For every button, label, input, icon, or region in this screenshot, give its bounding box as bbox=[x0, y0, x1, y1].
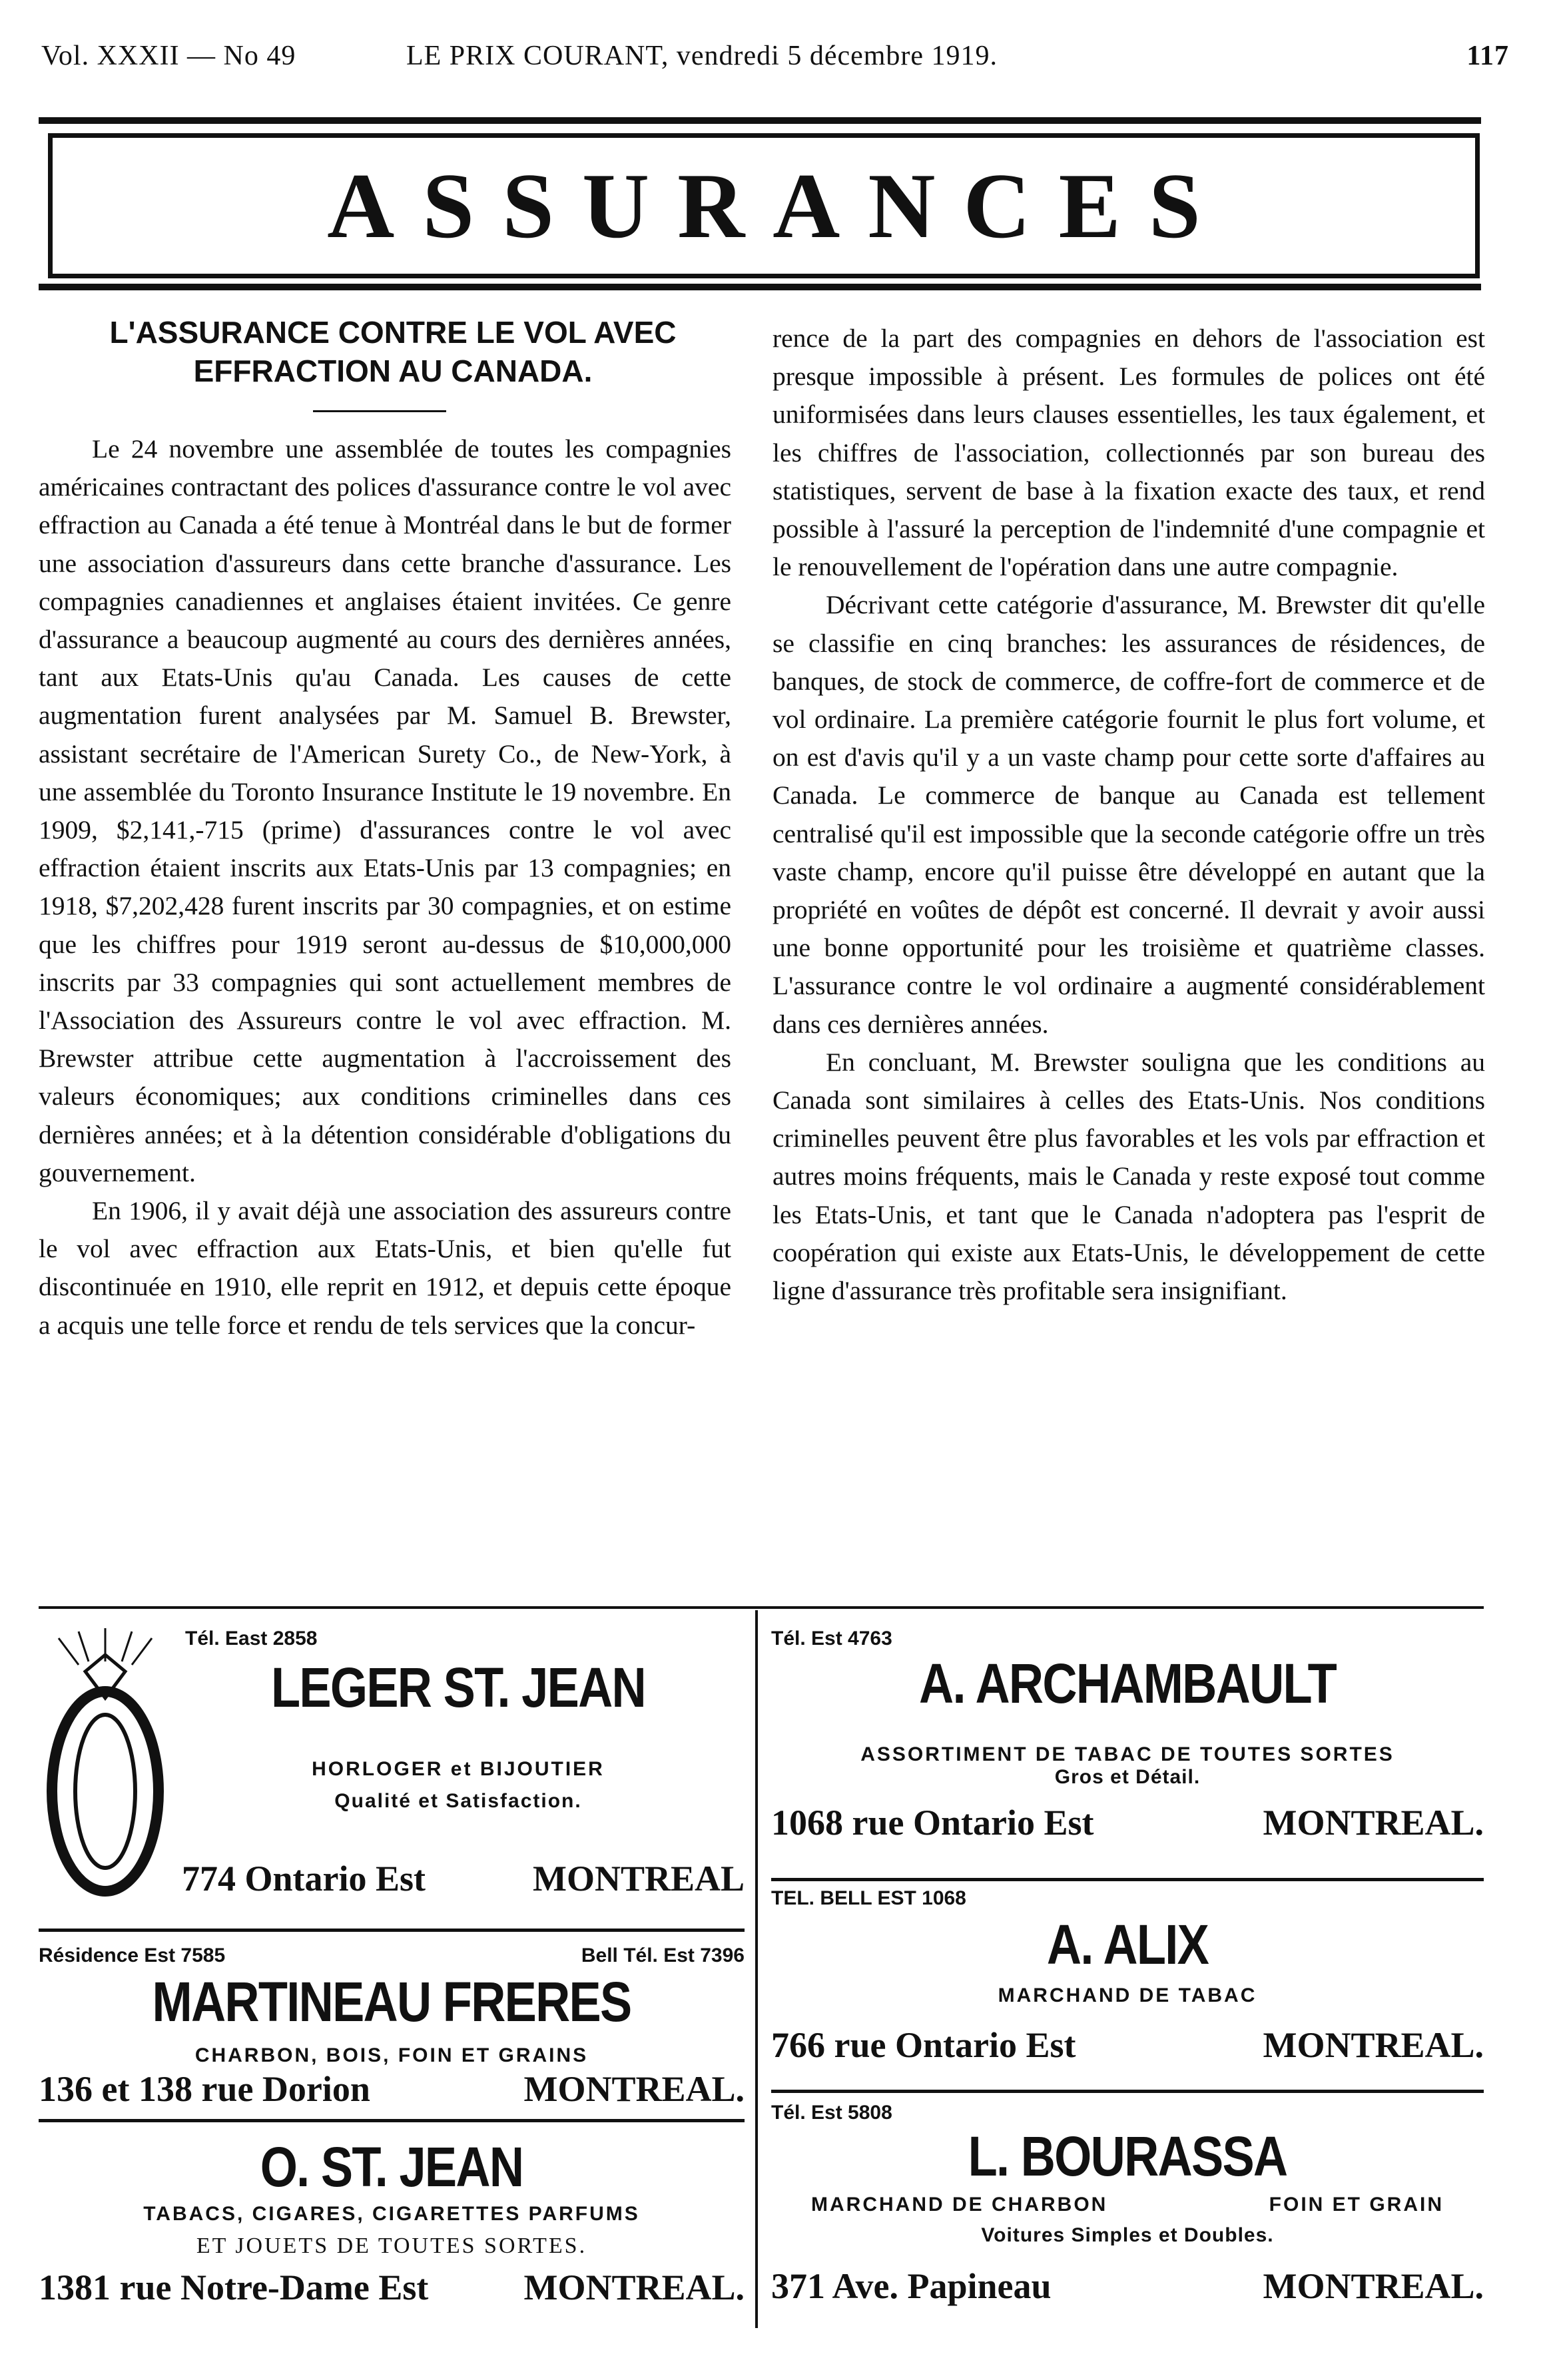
ads-divider bbox=[39, 1606, 1484, 1609]
city: MONTREAL. bbox=[1263, 1803, 1484, 1843]
ad-name: A. ARCHAMBAULT bbox=[919, 1652, 1336, 1715]
article-column-left bbox=[39, 430, 731, 1344]
ad-divider bbox=[39, 2119, 745, 2122]
ad-line: TABACS, CIGARES, CIGARETTES PARFUMS bbox=[143, 2203, 640, 2225]
ad-name: O. ST. JEAN bbox=[260, 2136, 523, 2198]
ad-divider bbox=[39, 1929, 745, 1932]
volume-number: Vol. XXXII — No 49 bbox=[41, 41, 296, 71]
ads-column-divider bbox=[755, 1610, 758, 2328]
section-banner bbox=[48, 133, 1480, 278]
page-number: 117 bbox=[1466, 41, 1509, 71]
ad-o-st-jean bbox=[39, 2128, 745, 2328]
phone-number: Tél. East 2858 bbox=[185, 1628, 318, 1649]
ad-line: FOIN ET GRAIN bbox=[1269, 2194, 1444, 2216]
article-title-line-2: EFFRACTION AU CANADA. bbox=[193, 354, 593, 388]
paragraph: rence de la part des compagnies en dehors de l'association est presque impossible à présent. Les formules de polices ont été uniformisées dans leurs clauses essentielles, les taux également, et les chiffres de l'association, collectionnés par son bureau des statistiques, servent de base à la fixation exacte des taux, et rend possible à l'assuré la perception de l'indemnité d'une compagnie et le renouvellement de l'opération dans une autre compagnie. bbox=[773, 324, 1485, 582]
ad-line: Gros et Détail. bbox=[1054, 1766, 1201, 1788]
city: MONTREAL. bbox=[523, 2069, 745, 2109]
section-title: ASSURANCES bbox=[327, 154, 1229, 258]
city: MONTREAL. bbox=[523, 2267, 745, 2307]
ad-name: MARTINEAU FRERES bbox=[152, 1970, 631, 2033]
publication-dateline: LE PRIX COURANT, vendredi 5 décembre 1919. bbox=[406, 41, 998, 71]
phone-number: Tél. Est 4763 bbox=[771, 1628, 892, 1649]
paragraph: Le 24 novembre une assemblée de toutes les compagnies américaines contractant des polices d'assurance contre le vol avec effraction au Canada a été tenue à Montréal dans le but de former une association d'assureurs dans cette branche d'assurance. Les compagnies canadiennes et anglaises étaient invitées. Ce genre d'assurance a beaucoup augmenté au cours des dernières années, tant aux Etats-Unis qu'au Canada. Les causes de cette augmentation furent analysées par M. Samuel B. Brewster, assistant secrétaire de l'American Surety Co., de New-York, à une assemblée du Toronto Insurance Institute le 19 novembre. En 1909, $2,141,-715 (prime) d'assurances contre le vol avec effraction étaient inscrits aux Etats-Unis par 13 compagnies; en 1918, $7,202,428 furent inscrits par 30 compagnies, et on estime que les chiffres pour 1919 seront au-dessus de $10,000,000 inscrits par 33 compagnies qui sont actuellement membres de l'Association des Assureurs contre le vol avec effraction. M. Brewster attribue cette augmentation à l'accroissement des valeurs économiques; aux conditions criminelles dans ces dernières années; et à la détention considérable d'obligations du gouvernement. bbox=[39, 434, 731, 1187]
ad-line: MARCHAND DE CHARBON bbox=[811, 2194, 1108, 2216]
ad-name: A. ALIX bbox=[1046, 1913, 1209, 1976]
ad-archambault bbox=[771, 1625, 1484, 1865]
address: 1381 rue Notre-Dame Est bbox=[39, 2267, 429, 2307]
ad-martineau-freres bbox=[39, 1938, 745, 2118]
ad-line: MARCHAND DE TABAC bbox=[998, 1984, 1257, 2006]
paragraph: En 1906, il y avait déjà une association des assureurs contre le vol avec effraction aux Etats-Unis, et bien qu'elle fut discontinuée en 1910, elle reprit en 1912, et depuis cette époque a acquis une telle force et rendu de tels services que la concur- bbox=[39, 1196, 731, 1340]
ring-icon bbox=[39, 1625, 172, 1918]
address: 136 et 138 rue Dorion bbox=[39, 2069, 370, 2109]
city: MONTREAL bbox=[532, 1859, 745, 1899]
phone-residence: Résidence Est 7585 bbox=[39, 1944, 226, 1966]
article-title-line-1: L'ASSURANCE CONTRE LE VOL AVEC bbox=[109, 315, 677, 350]
address: 371 Ave. Papineau bbox=[771, 2266, 1052, 2306]
ad-alix bbox=[771, 1885, 1484, 2084]
paragraph: En concluant, M. Brewster souligna que les conditions au Canada sont similaires à celles des Etats-Unis. Nos conditions criminelles peuvent être plus favorables et les vols par effraction et autres moins fréquents, mais le Canada y reste exposé tout comme les Etats-Unis, et tant que le Canada n'adoptera pas l'esprit de coopération qui existe aux Etats-Unis, le développement de cette ligne d'assurance très profitable sera insignifiant. bbox=[773, 1047, 1485, 1306]
ad-bourassa bbox=[771, 2098, 1484, 2328]
paragraph: Décrivant cette catégorie d'assurance, M. Brewster dit qu'elle se classifie en cinq branches: les assurances de résidences, de banques, de stock de commerce, de coffre-fort de commerce et de vol ordinaire. La première catégorie fournit le plus fort volume, et on est d'avis qu'il y a un vaste champ pour cette sorte d'affaires au Canada. Le commerce de banque au Canada est tellement centralisé qu'il est impossible que la seconde catégorie offre un très vaste champ, encore qu'il puisse être développé en autant que la propriété en voûtes de dépôt est concerné. Il devrait y avoir aussi une bonne opportunité pour les troisième et quatrième classes. L'assurance contre le vol ordinaire a augmenté considérablement dans ces dernières années. bbox=[773, 590, 1485, 1039]
address: 774 Ontario Est bbox=[182, 1859, 426, 1899]
ad-line: HORLOGER et BIJOUTIER bbox=[312, 1758, 605, 1780]
address: 1068 rue Ontario Est bbox=[771, 1803, 1094, 1843]
ad-leger-st-jean bbox=[39, 1625, 745, 1918]
title-divider bbox=[313, 410, 446, 412]
city: MONTREAL. bbox=[1263, 2025, 1484, 2065]
city: MONTREAL. bbox=[1263, 2266, 1484, 2306]
ad-divider bbox=[771, 1878, 1484, 1881]
ad-divider bbox=[771, 2090, 1484, 2093]
address: 766 rue Ontario Est bbox=[771, 2025, 1076, 2065]
ad-line: CHARBON, BOIS, FOIN ET GRAINS bbox=[194, 2044, 589, 2066]
phone-bell: Bell Tél. Est 7396 bbox=[581, 1944, 745, 1966]
article-column-right bbox=[773, 320, 1485, 1310]
ad-line: Qualité et Satisfaction. bbox=[334, 1790, 582, 1812]
ad-line: Voitures Simples et Doubles. bbox=[981, 2224, 1274, 2246]
phone-number: TEL. BELL EST 1068 bbox=[771, 1887, 966, 1909]
phone-number: Tél. Est 5808 bbox=[771, 2102, 892, 2124]
ad-line: ASSORTIMENT DE TABAC DE TOUTES SORTES bbox=[860, 1743, 1395, 1765]
ad-name: LEGER ST. JEAN bbox=[270, 1656, 645, 1719]
ad-name: L. BOURASSA bbox=[968, 2125, 1287, 2188]
article-title bbox=[93, 313, 693, 390]
ad-line: ET JOUETS DE TOUTES SORTES. bbox=[196, 2233, 587, 2258]
